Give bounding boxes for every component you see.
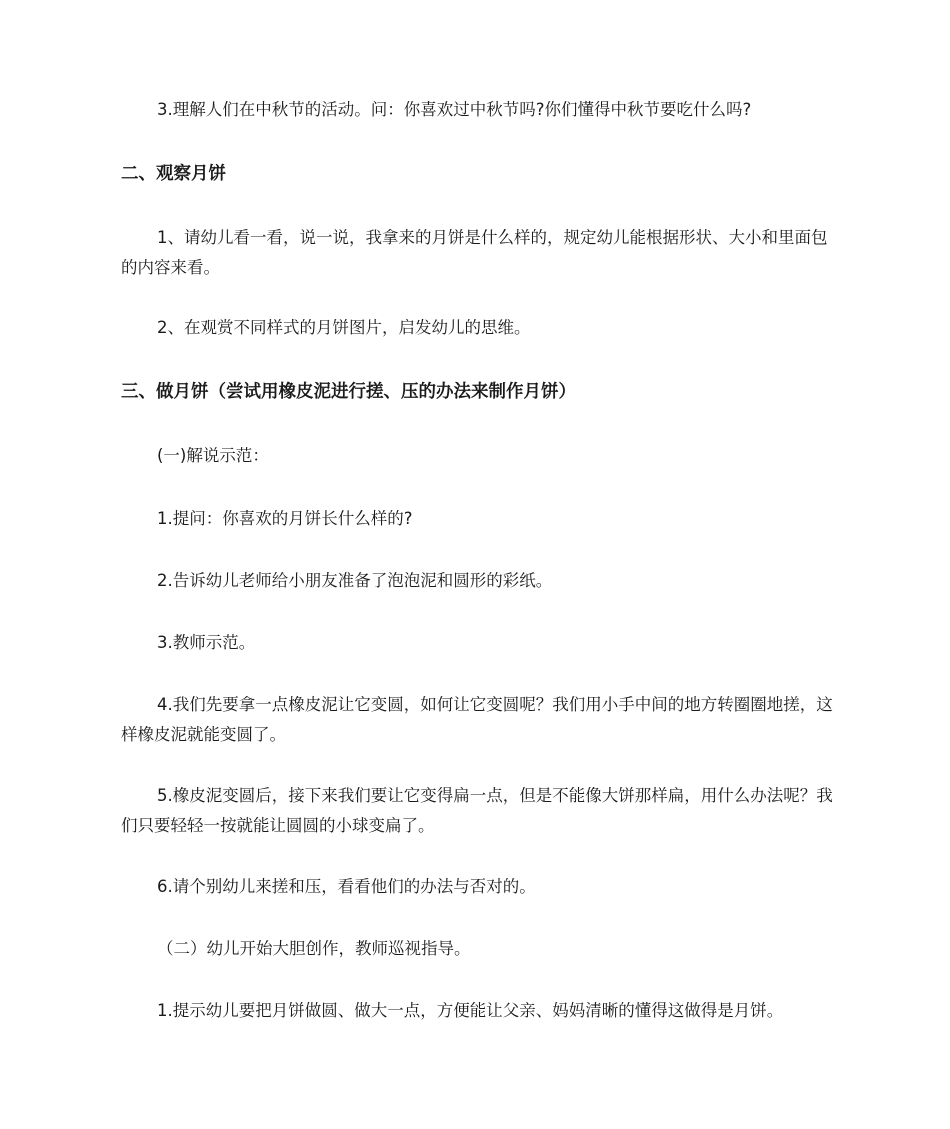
subsection-demonstration: (一)解说示范：	[157, 446, 269, 465]
paragraph-ask-question: 1.提问：你喜欢的月饼长什么样的?	[157, 509, 413, 528]
paragraph-make-flat: 5.橡皮泥变圆后，接下来我们要让它变得扁一点，但是不能像大饼那样扁，用什么办法呢？我们只要轻轻一按就能让圆圆的小球变扁了。	[121, 786, 833, 835]
section-heading-make-mooncake: 三、做月饼（尝试用橡皮泥进行搓、压的办法来制作月饼）	[121, 382, 576, 402]
subsection-children-create: （二）幼儿开始大胆创作，教师巡视指导。	[157, 939, 471, 958]
paragraph-teacher-demo: 3.教师示范。	[157, 633, 256, 652]
section-heading-observe-mooncake: 二、观察月饼	[121, 164, 226, 184]
paragraph-hint-round-big: 1.提示幼儿要把月饼做圆、做大一点，方便能让父亲、妈妈清晰的懂得这做得是月饼。	[157, 1001, 784, 1020]
paragraph-children-try: 6.请个别幼儿来搓和压，看看他们的办法与否对的。	[157, 877, 536, 896]
paragraph-activity-question: 3.理解人们在中秋节的活动。问：你喜欢过中秋节吗?你们懂得中秋节要吃什么吗?	[157, 100, 752, 119]
paragraph-make-round: 4.我们先要拿一点橡皮泥让它变圆，如何让它变圆呢？我们用小手中间的地方转圈圈地搓，这样橡皮泥就能变圆了。	[121, 695, 833, 744]
paragraph-prepared-materials: 2.告诉幼儿老师给小朋友准备了泡泡泥和圆形的彩纸。	[157, 571, 553, 590]
paragraph-look-and-say: 1、请幼儿看一看，说一说，我拿来的月饼是什么样的，规定幼儿能根据形状、大小和里面包的内容来看。	[121, 228, 828, 277]
paragraph-appreciate-pictures: 2、在观赏不同样式的月饼图片，启发幼儿的思维。	[157, 318, 531, 337]
